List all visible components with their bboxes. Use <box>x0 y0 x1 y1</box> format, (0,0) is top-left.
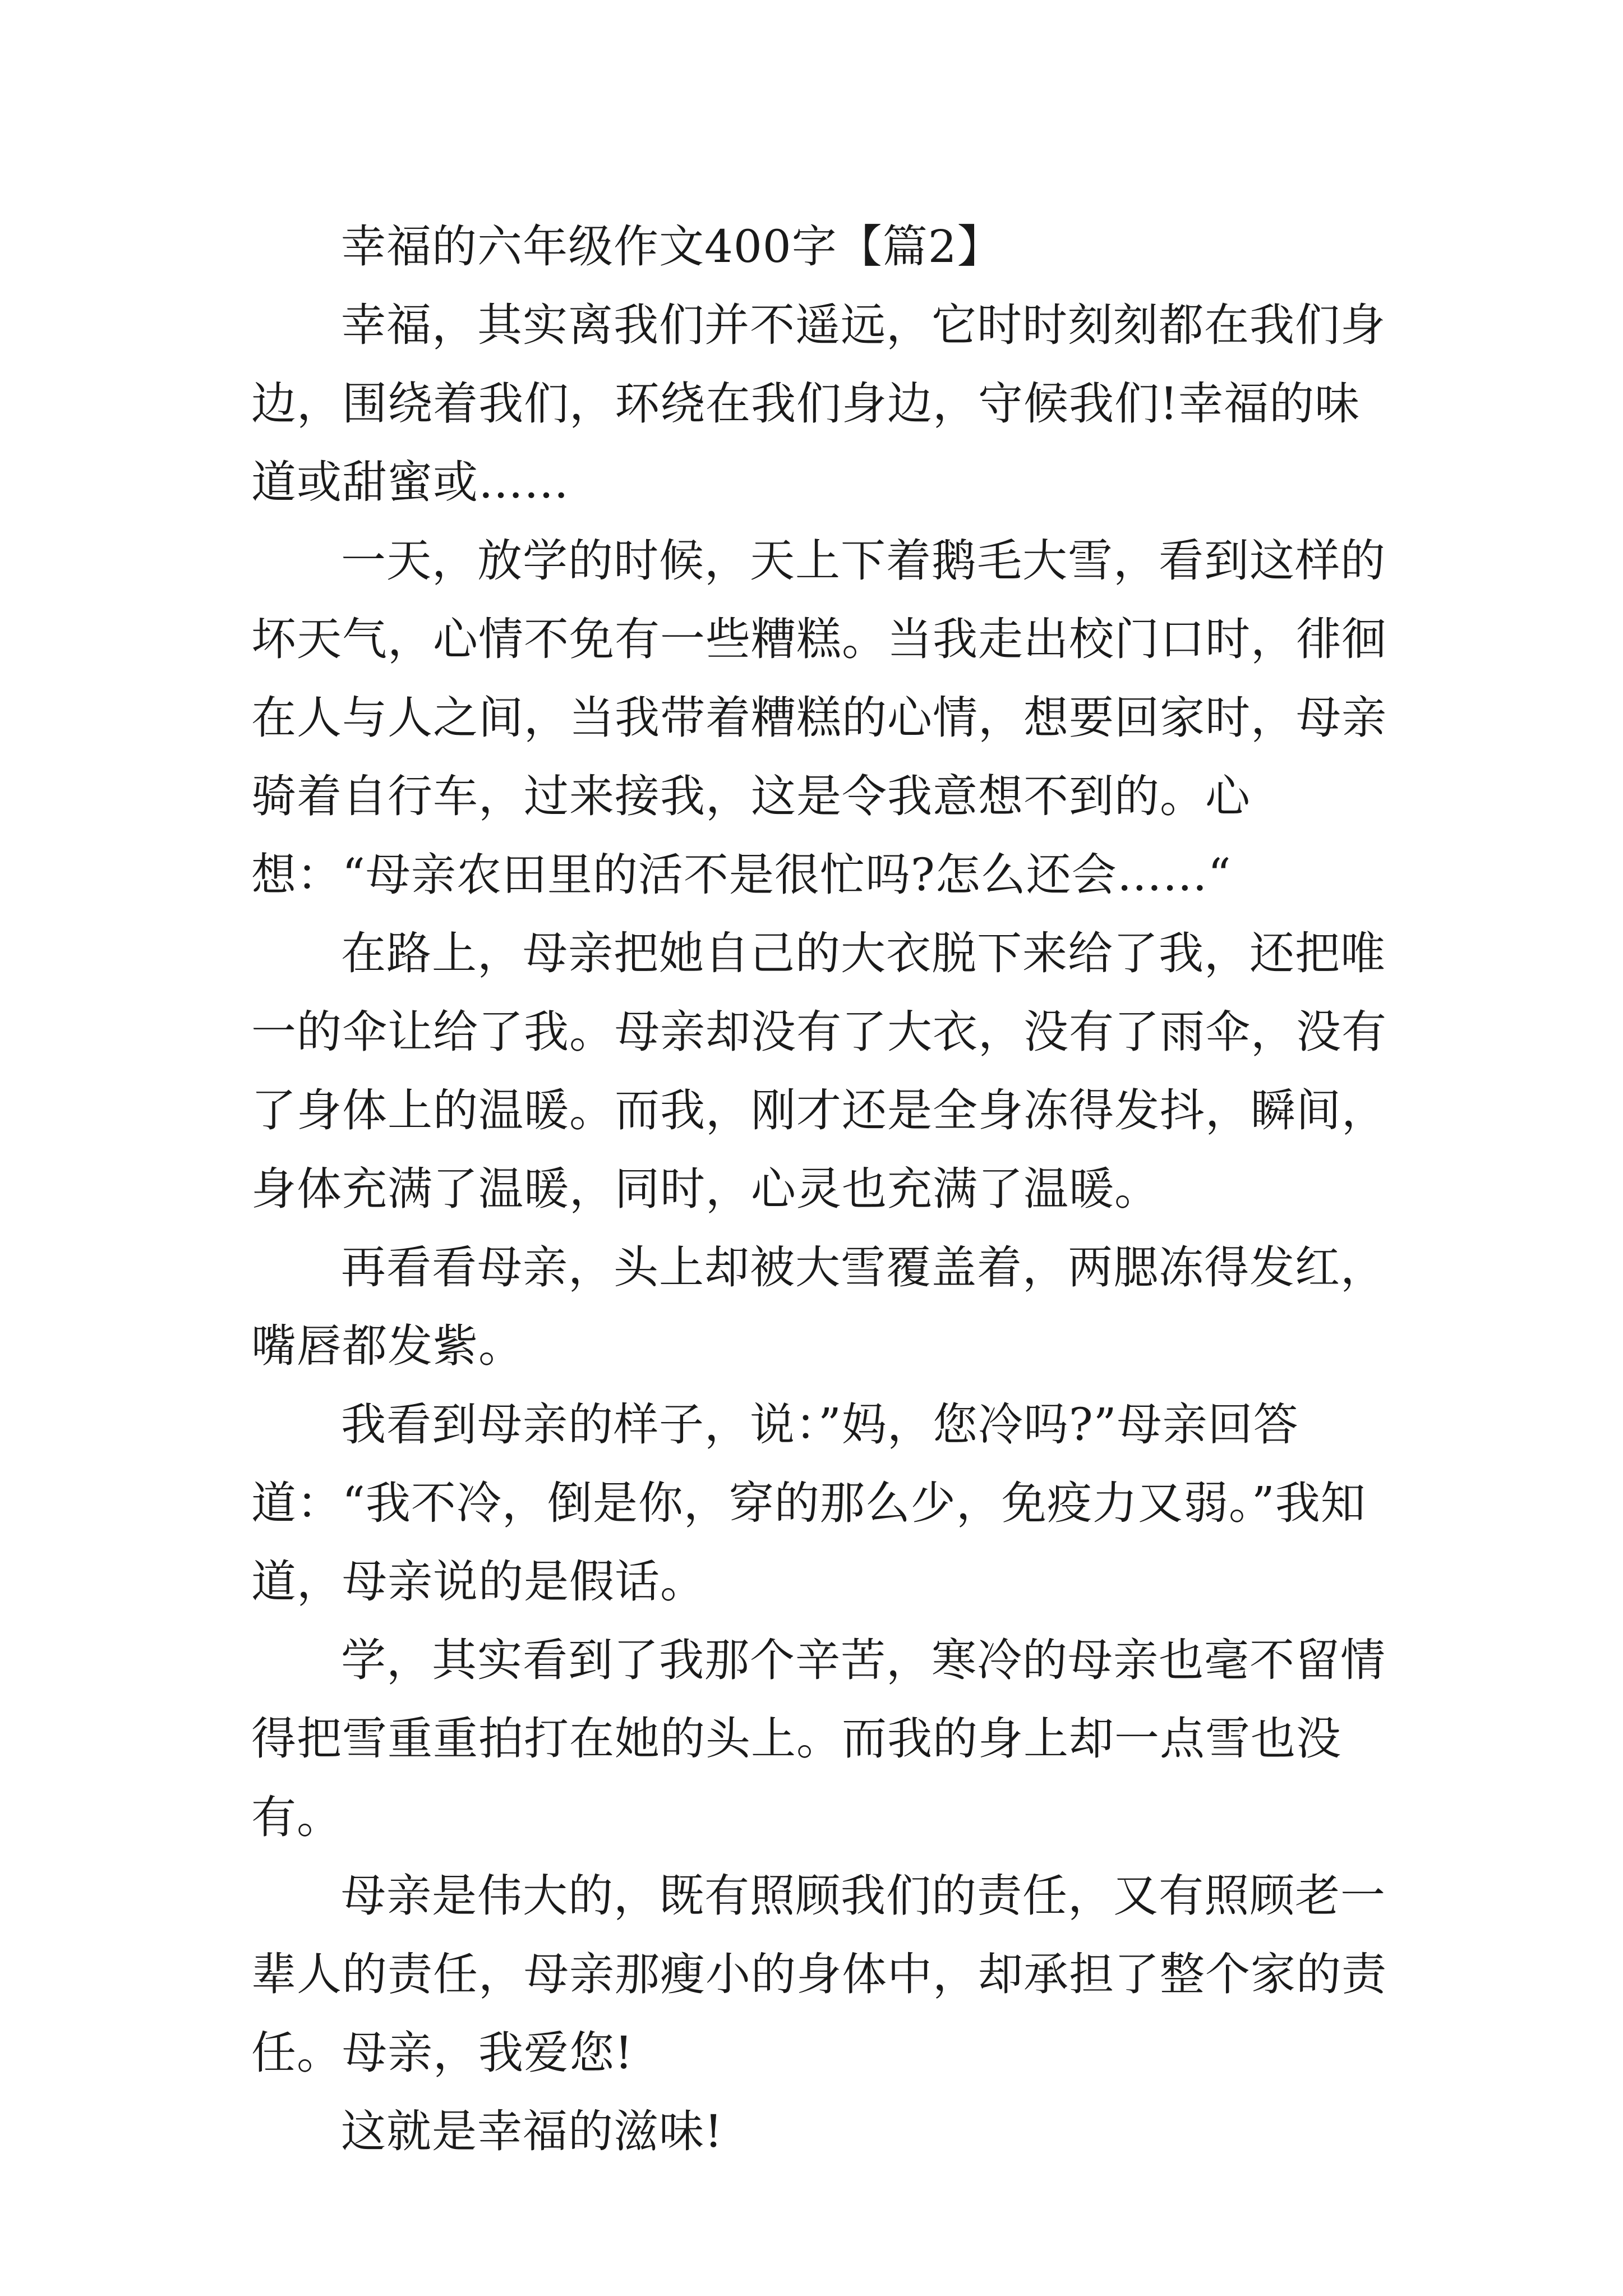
paragraph-5: 我看到母亲的样子，说：”妈，您冷吗?”母亲回答道：“我不冷，倒是你，穿的那么少，免疫力又弱。”我知道，母亲说的是假话。 <box>251 1398 1366 1608</box>
paragraph-8: 这就是幸福的滋味! <box>341 2105 723 2157</box>
paragraph-4: 再看看母亲，头上却被大雪覆盖着，两腮冻得发红，嘴唇都发紫。 <box>251 1241 1386 1372</box>
document-body <box>251 208 1395 2171</box>
paragraph-1: 幸福，其实离我们并不遥远，它时时刻刻都在我们身边，围绕着我们，环绕在我们身边，守候我们!幸福的味道或甜蜜或…… <box>251 299 1386 508</box>
paragraph-2: 一天，放学的时候，天上下着鹅毛大雪，看到这样的坏天气，心情不免有一些糟糕。当我走出校门口时，徘徊在人与人之间，当我带着糟糕的心情，想要回家时，母亲骑着自行车，过来接我，这是令我意想不到的。心想：“母亲农田里的活不是很忙吗?怎么还会……“ <box>251 535 1387 901</box>
document-title: 幸福的六年级作文400字【篇2】 <box>341 220 1003 273</box>
paragraph-3: 在路上，母亲把她自己的大衣脱下来给了我，还把唯一的伞让给了我。母亲却没有了大衣，没有了雨伞，没有了身体上的温暖。而我，刚才还是全身冻得发抖，瞬间，身体充满了温暖，同时，心灵也充满了温暖。 <box>251 927 1387 1215</box>
paragraph-7: 母亲是伟大的，既有照顾我们的责任，又有照顾老一辈人的责任，母亲那瘦小的身体中，却承担了整个家的责任。母亲，我爱您! <box>251 1870 1387 2079</box>
paragraph-6: 学，其实看到了我那个辛苦，寒冷的母亲也毫不留情得把雪重重拍打在她的头上。而我的身上却一点雪也没有。 <box>251 1634 1386 1843</box>
